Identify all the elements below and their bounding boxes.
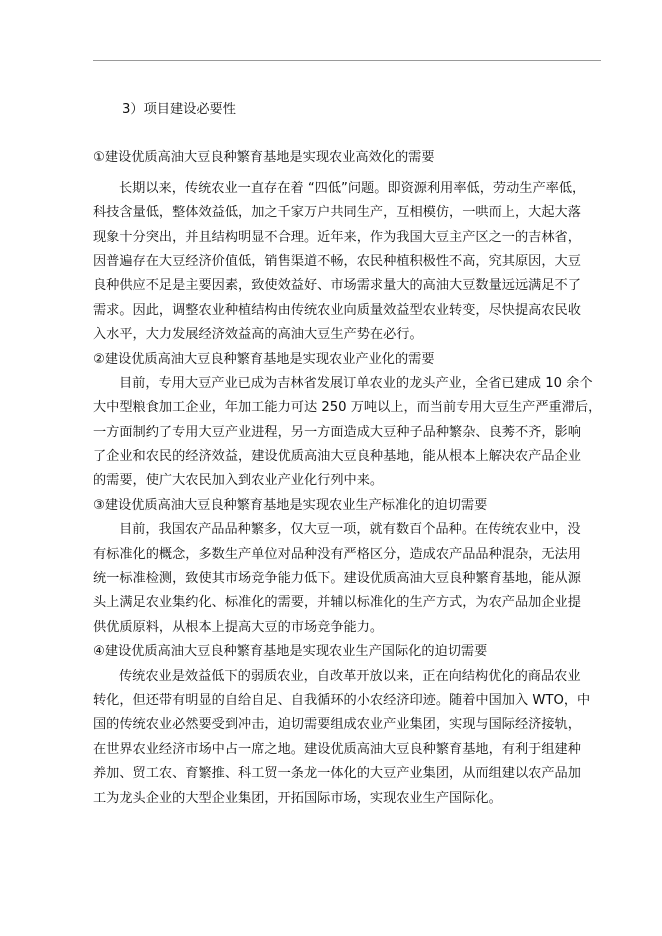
section-2	[93, 348, 603, 494]
paragraph-line: 养加、贸工农、育繁推、科工贸一条龙一体化的大豆产业集团，从而组建以农产品加	[93, 766, 581, 782]
paragraph-line: 现象十分突出，并且结构明显不合理。近年来，作为我国大豆主产区之一的吉林省，	[93, 229, 581, 245]
paragraph-line: 一方面制约了专用大豆产业进程，另一方面造成大豆种子品种繁杂、良莠不齐，影响	[93, 424, 581, 440]
paragraph-line: 需求。因此，调整农业种植结构由传统农业向质量效益型农业转变，尽快提高农民收	[93, 302, 581, 318]
paragraph-line: 目前，我国农产品品种繁多，仅大豆一项，就有数百个品种。在传统农业中，没	[119, 522, 581, 538]
paragraph-line: 供优质原料，从根本上提高大豆的市场竞争能力。	[93, 619, 384, 635]
paragraph-line: 入水平，大力发展经济效益高的高油大豆生产势在必行。	[93, 327, 423, 343]
section-title: 3）项目建设必要性	[122, 102, 236, 117]
paragraph-line: 长期以来，传统农业一直存在着 “四低”问题。即资源利用率低，劳动生产率低，	[119, 180, 586, 196]
paragraph-line: 有标准化的概念，多数生产单位对品种没有严格区分，造成农产品品种混杂，无法用	[93, 546, 581, 562]
paragraph-line: 的需要，使广大农民加入到农业产业化行列中来。	[93, 473, 384, 489]
document-body	[93, 98, 603, 811]
section-4	[93, 640, 603, 811]
paragraph-line: 工为龙头企业的大型企业集团，开拓国际市场，实现农业生产国际化。	[93, 790, 502, 806]
section-2-heading: ②建设优质高油大豆良种繁育基地是实现农业产业化的需要	[93, 351, 435, 367]
header-rule	[93, 60, 601, 61]
section-1	[93, 146, 603, 347]
paragraph-line: 在世界农业经济市场中占一席之地。建设优质高油大豆良种繁育基地，有利于组建种	[93, 741, 581, 757]
paragraph-line: 头上满足农业集约化、标准化的需要，并辅以标准化的生产方式，为农产品加企业提	[93, 595, 581, 611]
paragraph-line: 大中型粮食加工企业，年加工能力可达 250 万吨以上，而当前专用大豆生产严重滞后，	[93, 400, 602, 416]
paragraph-line: 国的传统农业必然要受到冲击，迫切需要组成农业产业集团，实现与国际经济接轨，	[93, 717, 581, 733]
paragraph-line: 因普遍存在大豆经济价值低，销售渠道不畅，农民种植积极性不高，究其原因，大豆	[93, 253, 581, 269]
paragraph-line: 统一标准检测，致使其市场竞争能力低下。建设优质高油大豆良种繁育基地，能从源	[93, 571, 581, 587]
paragraph-line: 转化，但还带有明显的自给自足、自我循环的小农经济印迹。随着中国加入 WTO，中	[93, 692, 591, 708]
section-3-heading: ③建设优质高油大豆良种繁育基地是实现农业生产标准化的迫切需要	[93, 497, 488, 513]
paragraph-line: 良种供应不足是主要因素，致使效益好、市场需求量大的高油大豆数量远远满足不了	[93, 278, 581, 294]
paragraph-line: 了企业和农民的经济效益，建设优质高油大豆良种基地，能从根本上解决农产品企业	[93, 449, 581, 465]
paragraph-line: 目前，专用大豆产业已成为吉林省发展订单农业的龙头产业，全省已建成 10 余个	[119, 375, 593, 391]
section-3	[93, 494, 603, 640]
paragraph-line: 科技含量低，整体效益低，加之千家万户共同生产，互相模仿，一哄而上，大起大落	[93, 205, 581, 221]
paragraph-line: 传统农业是效益低下的弱质农业，自改革开放以来，正在向结构优化的商品农业	[119, 668, 581, 684]
section-1-heading: ①建设优质高油大豆良种繁育基地是实现农业高效化的需要	[93, 150, 435, 166]
section-4-heading: ④建设优质高油大豆良种繁育基地是实现农业生产国际化的迫切需要	[93, 644, 488, 660]
